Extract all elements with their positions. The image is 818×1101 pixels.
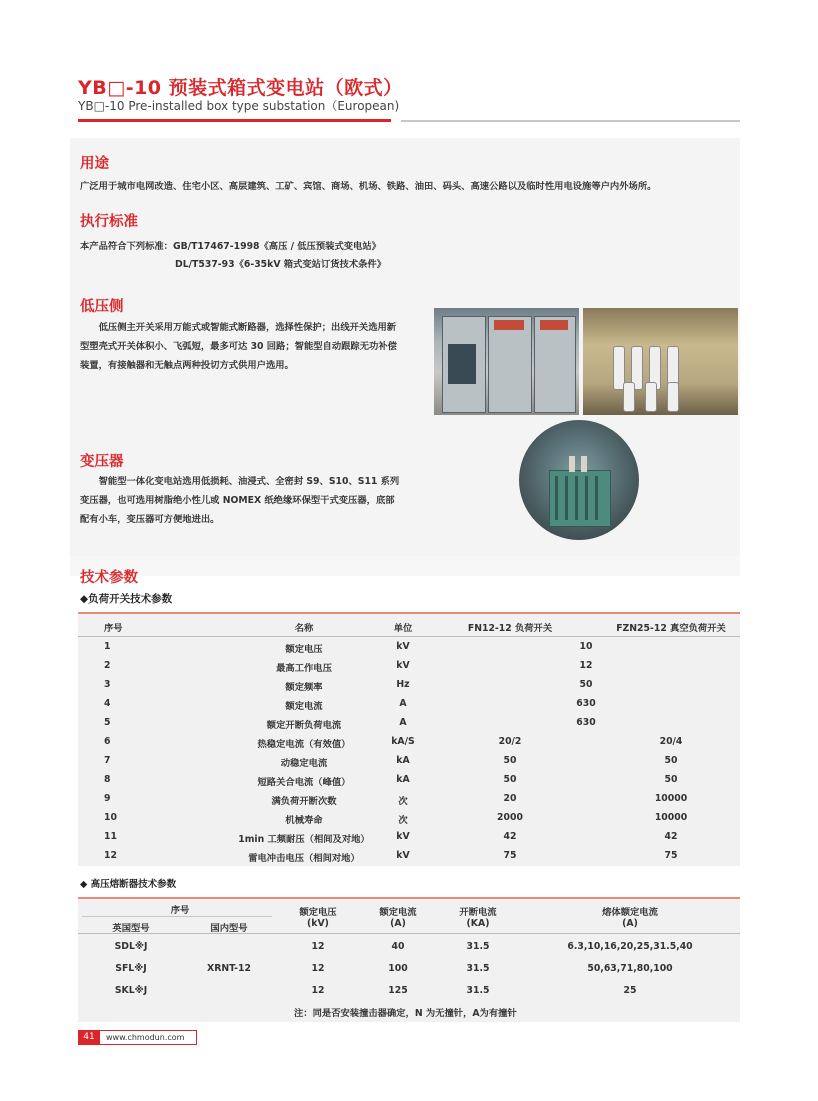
fuse-row-model: SDL※J bbox=[114, 941, 148, 952]
fuse-header-subline bbox=[82, 916, 272, 917]
fuse-row-melt: 25 bbox=[623, 985, 637, 996]
page-number: 41 bbox=[78, 1030, 100, 1045]
usage-heading: 用途 bbox=[80, 156, 109, 172]
row-unit: kA/S bbox=[391, 736, 415, 747]
table-row bbox=[78, 752, 740, 771]
row-unit: 次 bbox=[398, 796, 408, 807]
row-unit: Hz bbox=[396, 679, 410, 690]
row-unit: kA bbox=[396, 755, 410, 766]
row-unit: kA bbox=[396, 774, 410, 785]
transformer-heading: 变压器 bbox=[80, 454, 124, 470]
row-no: 10 bbox=[104, 812, 117, 823]
page-subtitle: YB□-10 Pre-installed box type substation（European) bbox=[78, 99, 400, 113]
fuse-row-model: SKL※J bbox=[114, 985, 148, 996]
title-underline-red bbox=[78, 119, 391, 122]
title-underline-gray bbox=[401, 120, 740, 122]
fuse-header-melt-unit: (A) bbox=[622, 918, 638, 929]
fuse-row-melt: 50,63,71,80,100 bbox=[587, 963, 673, 974]
row-fzn25-value: 50 bbox=[664, 755, 678, 766]
row-name: 额定电压 bbox=[285, 644, 323, 655]
standard-line-2: DL/T537-93《6-35kV 箱式变站订货技术条件》 bbox=[175, 259, 387, 270]
row-fn12-value: 20/2 bbox=[498, 736, 522, 747]
tech-params-heading: 技术参数 bbox=[80, 570, 138, 586]
row-fn12-value: 42 bbox=[503, 831, 517, 842]
row-name: 动稳定电流 bbox=[280, 758, 328, 769]
fuse-row-voltage: 12 bbox=[311, 941, 325, 952]
row-value: 630 bbox=[576, 717, 596, 728]
row-unit: kV bbox=[396, 850, 410, 861]
fuse-header-line bbox=[78, 933, 740, 934]
table-header-row bbox=[78, 617, 740, 636]
table-header-line bbox=[78, 636, 740, 637]
fuse-compartment-photo bbox=[583, 308, 738, 415]
fuse-table-note: 注：同是否安装撞击器确定，N 为无撞针，A为有撞针 bbox=[294, 1008, 517, 1019]
table-top-line bbox=[78, 612, 740, 614]
intro-panel-fade bbox=[70, 556, 740, 576]
table-row bbox=[78, 714, 740, 733]
row-unit: 次 bbox=[398, 815, 408, 826]
website-url[interactable]: www.chmodun.com bbox=[100, 1030, 197, 1045]
row-fzn25-value: 42 bbox=[664, 831, 678, 842]
row-value: 630 bbox=[576, 698, 596, 709]
row-unit: A bbox=[399, 698, 407, 709]
fuse-row-breaking: 31.5 bbox=[466, 941, 490, 952]
row-no: 2 bbox=[104, 660, 111, 671]
row-no: 7 bbox=[104, 755, 111, 766]
standard-line-1: 本产品符合下列标准：GB/T17467-1998《高压 / 低压预装式变电站》 bbox=[80, 241, 381, 252]
table-row bbox=[78, 809, 740, 828]
transformer-text: 智能型一体化变电站选用低损耗、油浸式、全密封 S9、S10、S11 系列变压器，也可选用树脂绝小性儿或 NOMEX 纸绝缘环保型干式变压器，底部配有小车，变压器可方便地进出。 bbox=[80, 476, 400, 525]
fuse-row-voltage: 12 bbox=[311, 963, 325, 974]
table-row bbox=[78, 771, 740, 790]
standard-heading: 执行标准 bbox=[80, 214, 138, 230]
table-row bbox=[78, 657, 740, 676]
row-name: 最高工作电压 bbox=[276, 663, 332, 674]
row-value: 50 bbox=[579, 679, 593, 690]
fuse-table-top-line bbox=[78, 897, 740, 899]
fuse-row-breaking: 31.5 bbox=[466, 963, 490, 974]
row-fn12-value: 20 bbox=[503, 793, 517, 804]
row-unit: kV bbox=[396, 660, 410, 671]
fuse-header-breaking-unit: (KA) bbox=[466, 918, 490, 929]
low-voltage-text: 低压侧主开关采用万能式或智能式断路器，选择性保护；出线开关选用新型塑壳式开关体积小、飞弧短，最多可达 30 回路；智能型自动跟踪无功补偿装置，有接触器和无触点两种投切方式供用户选用。 bbox=[80, 322, 397, 371]
row-no: 5 bbox=[104, 717, 111, 728]
fuse-header-breaking: 开断电流 bbox=[459, 907, 497, 918]
table-row bbox=[78, 847, 740, 866]
fuse-header-voltage-unit: (kV) bbox=[307, 918, 329, 929]
table-row bbox=[78, 638, 740, 657]
row-value: 12 bbox=[579, 660, 593, 671]
row-name: 额定开断负荷电流 bbox=[266, 720, 342, 731]
row-name: 1min 工频耐压（相间及对地） bbox=[238, 834, 370, 845]
row-fzn25-value: 10000 bbox=[654, 812, 688, 823]
row-no: 9 bbox=[104, 793, 111, 804]
row-value: 10 bbox=[579, 641, 593, 652]
row-unit: A bbox=[399, 717, 407, 728]
row-fn12-value: 75 bbox=[503, 850, 517, 861]
switchgear-photo bbox=[434, 308, 579, 415]
row-unit: kV bbox=[396, 641, 410, 652]
fuse-row-voltage: 12 bbox=[311, 985, 325, 996]
fuse-table-title: ◆ 高压熔断器技术参数 bbox=[80, 879, 177, 890]
row-fzn25-value: 50 bbox=[664, 774, 678, 785]
header-no: 序号 bbox=[104, 623, 123, 634]
usage-text: 广泛用于城市电网改造、住宅小区、高层建筑、工矿、宾馆、商场、机场、铁路、油田、码头、高速公路以及临时性用电设施等户内外场所。 bbox=[80, 181, 657, 192]
row-fn12-value: 50 bbox=[503, 774, 517, 785]
fuse-header-serial: 序号 bbox=[170, 905, 190, 916]
row-unit: kV bbox=[396, 831, 410, 842]
transformer-photo bbox=[519, 420, 639, 540]
fuse-row-breaking: 31.5 bbox=[466, 985, 490, 996]
row-no: 6 bbox=[104, 736, 111, 747]
table-row bbox=[78, 790, 740, 809]
table-row bbox=[78, 676, 740, 695]
row-fzn25-value: 75 bbox=[664, 850, 678, 861]
header-fzn25: FZN25-12 真空负荷开关 bbox=[616, 623, 726, 634]
row-fn12-value: 50 bbox=[503, 755, 517, 766]
table-row bbox=[78, 733, 740, 752]
fuse-row-melt: 6.3,10,16,20,25,31.5,40 bbox=[567, 941, 693, 952]
row-name: 短路关合电流（峰值） bbox=[257, 777, 351, 788]
row-no: 12 bbox=[104, 850, 117, 861]
table-row bbox=[78, 695, 740, 714]
row-fzn25-value: 20/4 bbox=[659, 736, 683, 747]
row-name: 额定电流 bbox=[285, 701, 323, 712]
row-no: 3 bbox=[104, 679, 111, 690]
page-title: YB□-10 预装式箱式变电站（欧式） bbox=[78, 77, 403, 99]
row-no: 11 bbox=[104, 831, 117, 842]
row-fn12-value: 2000 bbox=[497, 812, 523, 823]
row-name: 额定频率 bbox=[285, 682, 323, 693]
row-name: 满负荷开断次数 bbox=[271, 796, 337, 807]
fuse-row-model: SFL※J bbox=[115, 963, 147, 974]
fuse-domestic-model: XRNT-12 bbox=[207, 963, 251, 974]
fuse-header-voltage: 额定电压 bbox=[299, 907, 337, 918]
row-no: 4 bbox=[104, 698, 111, 709]
header-fn12: FN12-12 负荷开关 bbox=[467, 623, 553, 634]
fuse-row-current: 100 bbox=[388, 963, 408, 974]
fuse-row-current: 40 bbox=[391, 941, 405, 952]
fuse-header-melt: 熔体额定电流 bbox=[602, 907, 658, 918]
row-name: 雷电冲击电压（相间对地） bbox=[248, 853, 360, 864]
table-row bbox=[78, 828, 740, 847]
header-unit: 单位 bbox=[393, 623, 413, 634]
fuse-row-current: 125 bbox=[388, 985, 408, 996]
low-voltage-heading: 低压侧 bbox=[80, 299, 124, 315]
fuse-header-foreign-model: 英国型号 bbox=[112, 923, 150, 934]
row-fzn25-value: 10000 bbox=[654, 793, 688, 804]
row-no: 1 bbox=[104, 641, 111, 652]
fuse-header-current-unit: (A) bbox=[390, 918, 406, 929]
fuse-header-current: 额定电流 bbox=[379, 907, 417, 918]
fuse-header-domestic-model: 国内型号 bbox=[210, 923, 248, 934]
row-no: 8 bbox=[104, 774, 111, 785]
row-name: 机械寿命 bbox=[285, 815, 323, 826]
load-switch-table-title: ◆负荷开关技术参数 bbox=[80, 593, 173, 605]
row-name: 热稳定电流（有效值） bbox=[257, 739, 351, 750]
header-name: 名称 bbox=[294, 623, 314, 634]
